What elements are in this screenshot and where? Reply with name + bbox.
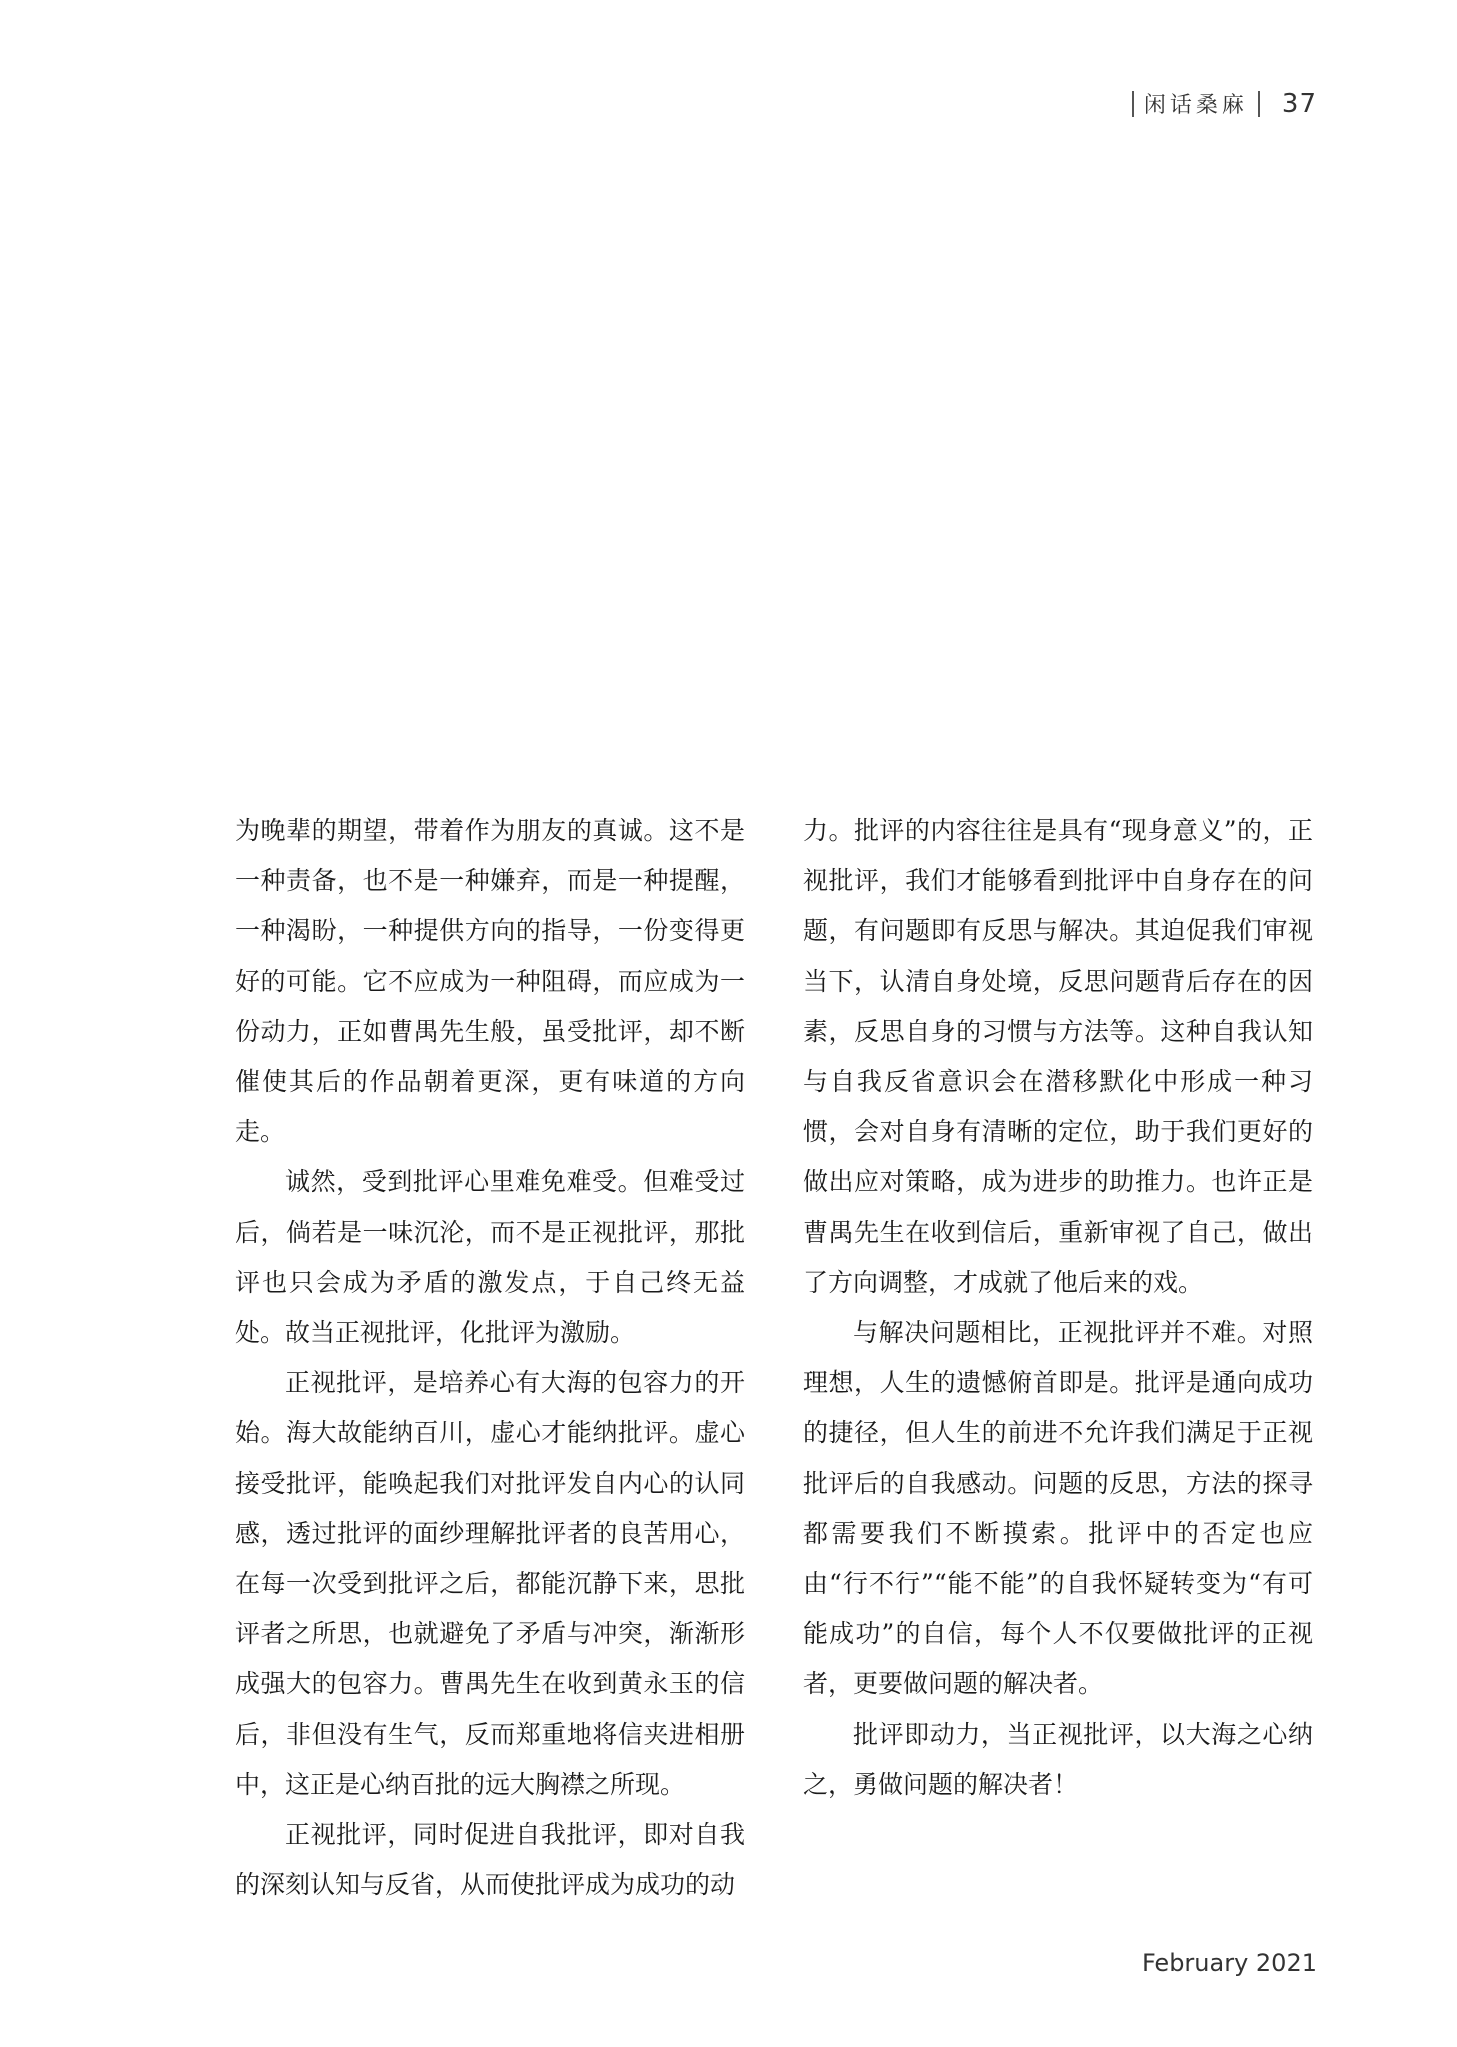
paragraph: 力。批评的内容往往是具有“现身意义”的，正视批评，我们才能够看到批评中自身存在的问题，有问题即有反思与解决。其迫促我们审视当下，认清自身处境，反思问题背后存在的因素，反思自身的习惯与方法等。这种自我认知与自我反省意识会在潜移默化中形成一种习惯，会对自身有清晰的定位，助于我们更好的做出应对策略，成为进步的助推力。也许正是曹禺先生在收到信后，重新审视了自己，做出了方向调整，才成就了他后来的戏。 <box>803 816 1313 1297</box>
paragraph: 为晚辈的期望，带着作为朋友的真诚。这不是一种责备，也不是一种嫌弃，而是一种提醒，一种渴盼，一种提供方向的指导，一份变得更好的可能。它不应成为一种阻碍，而应成为一份动力，正如曹禺先生般，虽受批评，却不断催使其后的作品朝着更深，更有味道的方向走。 <box>235 816 745 1147</box>
paragraph: 正视批评，同时促进自我批评，即对自我的深刻认知与反省，从而使批评成为成功的动 <box>235 1820 745 1900</box>
paragraph: 正视批评，是培养心有大海的包容力的开始。海大故能纳百川，虚心才能纳批评。虚心接受批评，能唤起我们对批评发自内心的认同感，透过批评的面纱理解批评者的良苦用心，在每一次受到批评之后，都能沉静下来，思批评者之所思，也就避免了矛盾与冲突，渐渐形成强大的包容力。曹禺先生在收到黄永玉的信后，非但没有生气，反而郑重地将信夹进相册中，这正是心纳百批的远大胸襟之所现。 <box>235 1368 745 1799</box>
header-divider-left <box>1132 91 1134 117</box>
left-column <box>235 806 745 1910</box>
article-body <box>235 806 1313 1910</box>
issue-date: February 2021 <box>1141 1949 1317 1977</box>
page-number: 37 <box>1281 88 1317 119</box>
header-divider-right <box>1258 91 1260 117</box>
paragraph: 诚然，受到批评心里难免难受。但难受过后，倘若是一味沉沦，而不是正视批评，那批评也只会成为矛盾的激发点，于自己终无益处。故当正视批评，化批评为激励。 <box>235 1167 745 1348</box>
right-column <box>803 806 1313 1910</box>
paragraph: 批评即动力，当正视批评，以大海之心纳之，勇做问题的解决者！ <box>803 1719 1313 1799</box>
paragraph: 与解决问题相比，正视批评并不难。对照理想，人生的遗憾俯首即是。批评是通向成功的捷径，但人生的前进不允许我们满足于正视批评后的自我感动。问题的反思，方法的探寻都需要我们不断摸索。批评中的否定也应由“行不行”“能不能”的自我怀疑转变为“有可能成功”的自信，每个人不仅要做批评的正视者，更要做问题的解决者。 <box>803 1318 1313 1699</box>
section-title: 闲话桑麻 <box>1143 93 1248 118</box>
running-header <box>1132 88 1317 119</box>
